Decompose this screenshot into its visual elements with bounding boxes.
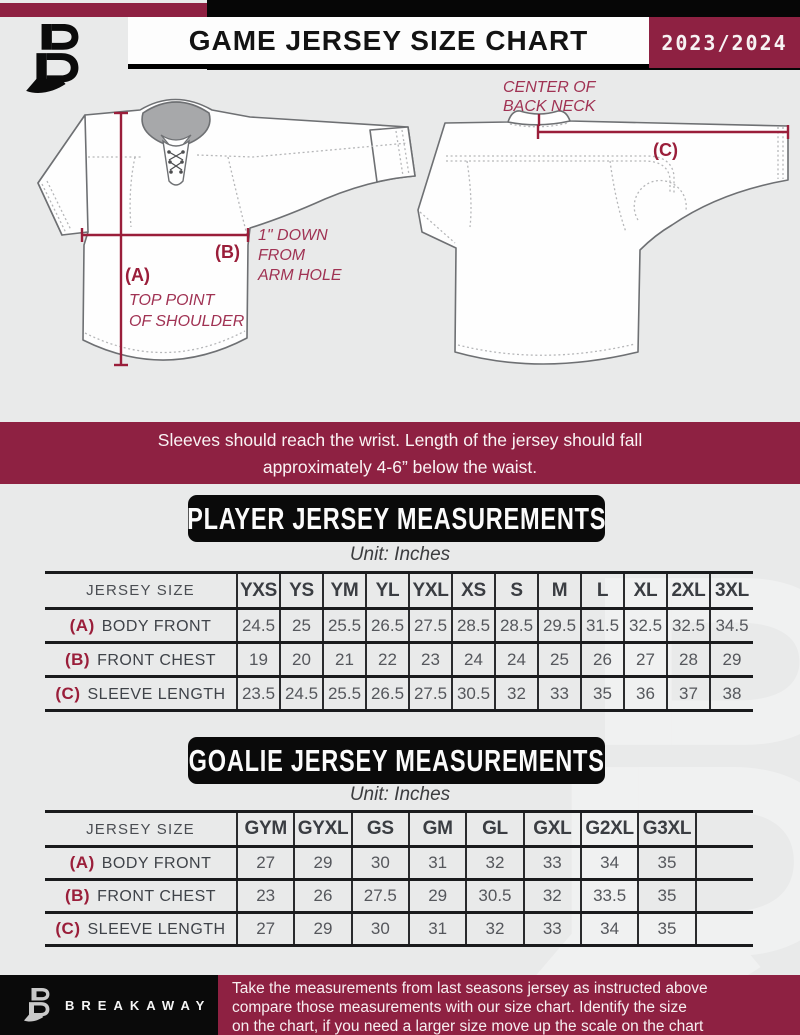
row-key: (A) xyxy=(69,615,95,635)
goalie-section-heading xyxy=(188,737,605,784)
table-cell: 23.5 xyxy=(237,677,280,711)
table-cell: 24 xyxy=(495,643,538,677)
size-column-header: GM xyxy=(409,812,466,847)
label-a: (A) xyxy=(125,265,150,285)
row-label: (C) SLEEVE LENGTH xyxy=(45,677,237,711)
table-cell: 29 xyxy=(409,880,466,913)
back-jersey-diagram xyxy=(410,80,800,395)
size-column-header: G3XL xyxy=(638,812,695,847)
table-cell: 27.5 xyxy=(409,677,452,711)
footer-brand-block xyxy=(0,975,218,1035)
footer-brand-name: BREAKAWAY xyxy=(65,997,212,1013)
table-cell: 29 xyxy=(710,643,753,677)
row-label: (C) SLEEVE LENGTH xyxy=(45,913,237,946)
size-column-header: GYM xyxy=(237,812,294,847)
size-column-header: YS xyxy=(280,573,323,609)
table-cell: 34 xyxy=(581,847,638,880)
table-cell: 25 xyxy=(538,643,581,677)
table-row xyxy=(45,677,753,711)
size-column-header: 3XL xyxy=(710,573,753,609)
table-cell: 37 xyxy=(667,677,710,711)
table-cell: 27 xyxy=(624,643,667,677)
table-cell: 32 xyxy=(524,880,581,913)
table-cell: 32 xyxy=(466,913,523,946)
table-cell: 26.5 xyxy=(366,677,409,711)
table-cell: 35 xyxy=(581,677,624,711)
table-row xyxy=(45,847,753,880)
row-key: (C) xyxy=(55,683,81,703)
row-key: (B) xyxy=(64,886,91,905)
table-cell: 35 xyxy=(638,913,695,946)
label-a-caption-1: TOP POINT xyxy=(129,292,215,309)
player-unit-label: Unit: Inches xyxy=(349,544,451,565)
label-b-caption-1: 1" DOWN xyxy=(258,227,328,244)
table-corner-label: JERSEY SIZE xyxy=(45,812,237,847)
goalie-unit-label: Unit: Inches xyxy=(349,784,451,805)
table-cell: 33.5 xyxy=(581,880,638,913)
size-column-header: GXL xyxy=(524,812,581,847)
size-column-header: YXL xyxy=(409,573,452,609)
table-cell: 33 xyxy=(524,847,581,880)
goalie-size-table xyxy=(45,810,753,947)
size-column-header: S xyxy=(495,573,538,609)
size-column-header: 2XL xyxy=(667,573,710,609)
front-jersey-diagram xyxy=(25,85,425,400)
table-cell: 28 xyxy=(667,643,710,677)
table-cell: 30 xyxy=(352,847,409,880)
row-label: (B) FRONT CHEST xyxy=(45,880,237,913)
table-header-row xyxy=(45,812,753,847)
table-cell: 30.5 xyxy=(466,880,523,913)
table-cell: 23 xyxy=(409,643,452,677)
label-c-caption-2: BACK NECK xyxy=(503,98,596,115)
table-cell: 35 xyxy=(638,880,695,913)
table-cell: 32.5 xyxy=(624,609,667,643)
row-label: (B) FRONT CHEST xyxy=(45,643,237,677)
table-cell: 31.5 xyxy=(581,609,624,643)
row-label: (A) BODY FRONT xyxy=(45,847,237,880)
table-cell: 34 xyxy=(581,913,638,946)
table-corner-label: JERSEY SIZE xyxy=(45,573,237,609)
player-section-heading xyxy=(188,495,605,542)
table-cell: 19 xyxy=(237,643,280,677)
table-cell: 33 xyxy=(538,677,581,711)
table-cell: 35 xyxy=(638,847,695,880)
footer-logo-icon xyxy=(24,988,54,1023)
table-cell: 25 xyxy=(280,609,323,643)
table-cell: 29.5 xyxy=(538,609,581,643)
table-row xyxy=(45,913,753,946)
label-b: (B) xyxy=(215,242,240,262)
table-cell: 27 xyxy=(237,847,294,880)
table-cell: 21 xyxy=(323,643,366,677)
label-b-caption-2: FROM xyxy=(258,247,306,264)
footer-line-2: compare those measurements with our size chart. Identify the size xyxy=(232,999,687,1016)
table-row xyxy=(45,609,753,643)
season-badge xyxy=(649,17,800,68)
table-header-row xyxy=(45,573,753,609)
size-column-header: GYXL xyxy=(294,812,351,847)
footer-instructions xyxy=(218,975,800,1035)
table-cell xyxy=(696,847,753,880)
footer-line-1: Take the measurements from last seasons jersey as instructed above xyxy=(232,980,708,997)
label-c: (C) xyxy=(653,140,678,160)
fit-note-line-1: Sleeves should reach the wrist. Length of the jersey should fall xyxy=(157,429,643,450)
header-maroon-strip xyxy=(0,3,207,17)
table-row xyxy=(45,643,753,677)
footer-line-3: on the chart, if you need a larger size move up the scale on the chart xyxy=(232,1018,704,1035)
table-row xyxy=(45,880,753,913)
table-cell xyxy=(696,913,753,946)
table-cell: 31 xyxy=(409,847,466,880)
season-label: 2023/2024 xyxy=(661,30,788,55)
fit-note-banner xyxy=(0,422,800,484)
size-column-header: YL xyxy=(366,573,409,609)
table-cell: 28.5 xyxy=(452,609,495,643)
title-box xyxy=(128,17,649,69)
table-cell: 30.5 xyxy=(452,677,495,711)
label-c-caption-1: CENTER OF xyxy=(503,80,596,96)
table-cell: 24 xyxy=(452,643,495,677)
table-cell: 26.5 xyxy=(366,609,409,643)
row-key: (C) xyxy=(55,919,81,938)
table-cell: 22 xyxy=(366,643,409,677)
table-cell: 25.5 xyxy=(323,609,366,643)
label-a-caption-2: OF SHOULDER xyxy=(129,313,245,330)
table-cell: 33 xyxy=(524,913,581,946)
table-cell: 31 xyxy=(409,913,466,946)
table-cell: 27 xyxy=(237,913,294,946)
size-column-header: XS xyxy=(452,573,495,609)
row-key: (B) xyxy=(64,649,91,669)
size-column-header: GS xyxy=(352,812,409,847)
row-label: (A) BODY FRONT xyxy=(45,609,237,643)
size-column-header: L xyxy=(581,573,624,609)
label-b-caption-3: ARM HOLE xyxy=(258,267,342,284)
table-cell: 28.5 xyxy=(495,609,538,643)
table-cell: 25.5 xyxy=(323,677,366,711)
goalie-heading-label: GOALIE JERSEY MEASUREMENTS xyxy=(188,742,605,778)
page-title: GAME JERSEY SIZE CHART xyxy=(188,24,589,56)
table-cell: 24.5 xyxy=(280,677,323,711)
size-column-header: G2XL xyxy=(581,812,638,847)
size-column-header: YXS xyxy=(237,573,280,609)
table-cell: 29 xyxy=(294,847,351,880)
table-cell: 27.5 xyxy=(409,609,452,643)
size-column-header: XL xyxy=(624,573,667,609)
table-cell: 34.5 xyxy=(710,609,753,643)
table-cell: 29 xyxy=(294,913,351,946)
table-cell: 38 xyxy=(710,677,753,711)
table-cell: 20 xyxy=(280,643,323,677)
row-key: (A) xyxy=(69,853,95,872)
table-cell: 24.5 xyxy=(237,609,280,643)
table-cell: 26 xyxy=(294,880,351,913)
player-heading-label: PLAYER JERSEY MEASUREMENTS xyxy=(186,500,607,536)
table-cell: 26 xyxy=(581,643,624,677)
size-column-header: GL xyxy=(466,812,523,847)
table-cell: 32 xyxy=(466,847,523,880)
size-column-header: YM xyxy=(323,573,366,609)
table-cell: 36 xyxy=(624,677,667,711)
table-cell xyxy=(696,880,753,913)
table-cell: 30 xyxy=(352,913,409,946)
table-cell: 32.5 xyxy=(667,609,710,643)
fit-note-line-2: approximately 4-6” below the waist. xyxy=(262,456,538,477)
size-column-header xyxy=(696,812,753,847)
size-column-header: M xyxy=(538,573,581,609)
table-cell: 23 xyxy=(237,880,294,913)
player-size-table xyxy=(45,571,753,712)
table-cell: 27.5 xyxy=(352,880,409,913)
table-cell: 32 xyxy=(495,677,538,711)
